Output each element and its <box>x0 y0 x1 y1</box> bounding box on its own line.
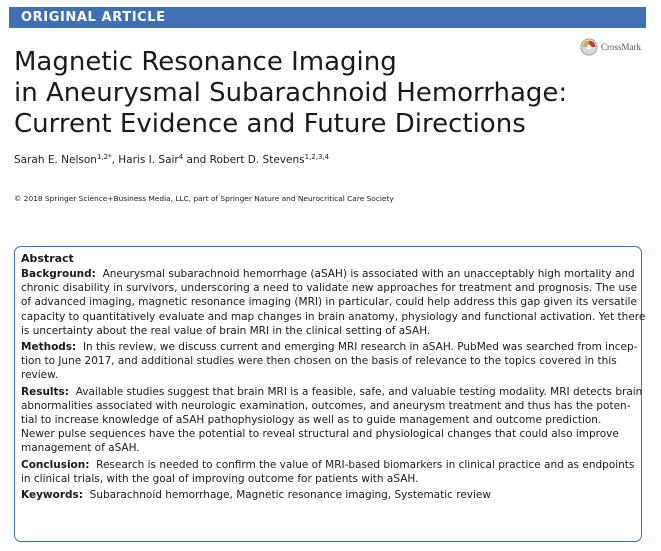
abstract-heading: Abstract <box>21 252 74 265</box>
abstract-line <box>21 267 641 281</box>
author-name[interactable]: Sarah E. Nelson <box>14 154 97 166</box>
abstract-methods <box>21 340 641 383</box>
abstract-line: chronic disability in survivors, underscoring a need to validate new approaches for treatment and prognosis. The use <box>21 282 638 295</box>
abstract-line: capacity to quantitatively evaluate and map changes in brain anatomy, physiology and functional activation. Yet there <box>21 310 646 323</box>
abstract-results <box>21 385 641 456</box>
abstract-line: abnormalities associated with neurologic examination, outcomes, and aneurysm treatment and thus has the poten- <box>21 399 631 412</box>
abstract-line: is uncertainty about the real value of brain MRI in the clinical setting of aSAH. <box>21 324 431 337</box>
article-title <box>14 47 574 140</box>
abstract-line: Newer pulse sequences have the potential to reveal structural and physiological changes that could also improve <box>21 428 619 441</box>
author-list <box>14 153 329 166</box>
author-name[interactable]: Robert D. Stevens <box>209 154 305 166</box>
copyright-notice: © 2018 Springer Science+Business Media, LLC, part of Springer Nature and Neurocritical Care Society <box>14 194 394 203</box>
keywords-text: Subarachnoid hemorrhage, Magnetic resonance imaging, Systematic review <box>89 489 491 502</box>
abstract-line: review. <box>21 369 59 382</box>
author-separator: , <box>111 154 119 166</box>
abstract-line <box>21 458 641 472</box>
abstract-background <box>21 267 646 338</box>
author-separator: and <box>183 154 210 166</box>
abstract-line <box>21 385 641 399</box>
abstract-line <box>21 488 641 502</box>
abstract-line: tion to June 2017, and additional studies were then chosen on the basis of relevance to the topics covered in this <box>21 355 617 368</box>
crossmark-icon <box>580 38 598 56</box>
abstract-box <box>14 246 646 542</box>
section-text: Research is needed to confirm the value of MRI-based biomarkers in clinical practice and as endpoints <box>96 458 635 471</box>
author-affiliation: 1,2,3,4 <box>304 153 330 161</box>
crossmark-label: CrossMark <box>601 42 641 52</box>
section-text: In this review, we discuss current and emerging MRI research in aSAH. PubMed was searched from incep- <box>82 341 638 354</box>
title-line: Current Evidence and Future Directions <box>14 109 526 139</box>
abstract-line: tial to increase knowledge of aSAH pathophysiology as well as to guide management and outcome prediction. <box>21 414 602 427</box>
author-affiliation: 1,2* <box>96 153 112 161</box>
abstract-line: in clinical trials, with the goal of improving outcome for patients with aSAH. <box>21 472 419 485</box>
crossmark-badge[interactable] <box>580 37 641 57</box>
article-type-banner: ORIGINAL ARTICLE <box>9 7 646 28</box>
abstract-line: management of aSAH. <box>21 442 140 455</box>
author-affiliation: 4 <box>178 153 184 161</box>
abstract-keywords <box>21 488 641 502</box>
abstract-conclusion <box>21 458 641 486</box>
section-label: Conclusion: <box>21 458 90 471</box>
title-line: Magnetic Resonance Imaging <box>14 47 397 77</box>
section-label: Background: <box>21 268 96 280</box>
title-line: in Aneurysmal Subarachnoid Hemorrhage: <box>14 78 568 108</box>
section-text: Aneurysmal subarachnoid hemorrhage (aSAH) is associated with an unacceptably high mortality and <box>102 268 635 280</box>
abstract-line: of advanced imaging, magnetic resonance imaging (MRI) in particular, could help address this gap given its versatile <box>21 296 637 309</box>
section-label: Results: <box>21 385 69 398</box>
abstract-line <box>21 340 641 354</box>
section-text: Available studies suggest that brain MRI is a feasible, safe, and valuable testing modality. MRI detects brain <box>75 385 643 398</box>
section-label: Keywords: <box>21 489 83 502</box>
section-label: Methods: <box>21 341 77 354</box>
author-name[interactable]: Haris I. Sair <box>118 154 179 166</box>
